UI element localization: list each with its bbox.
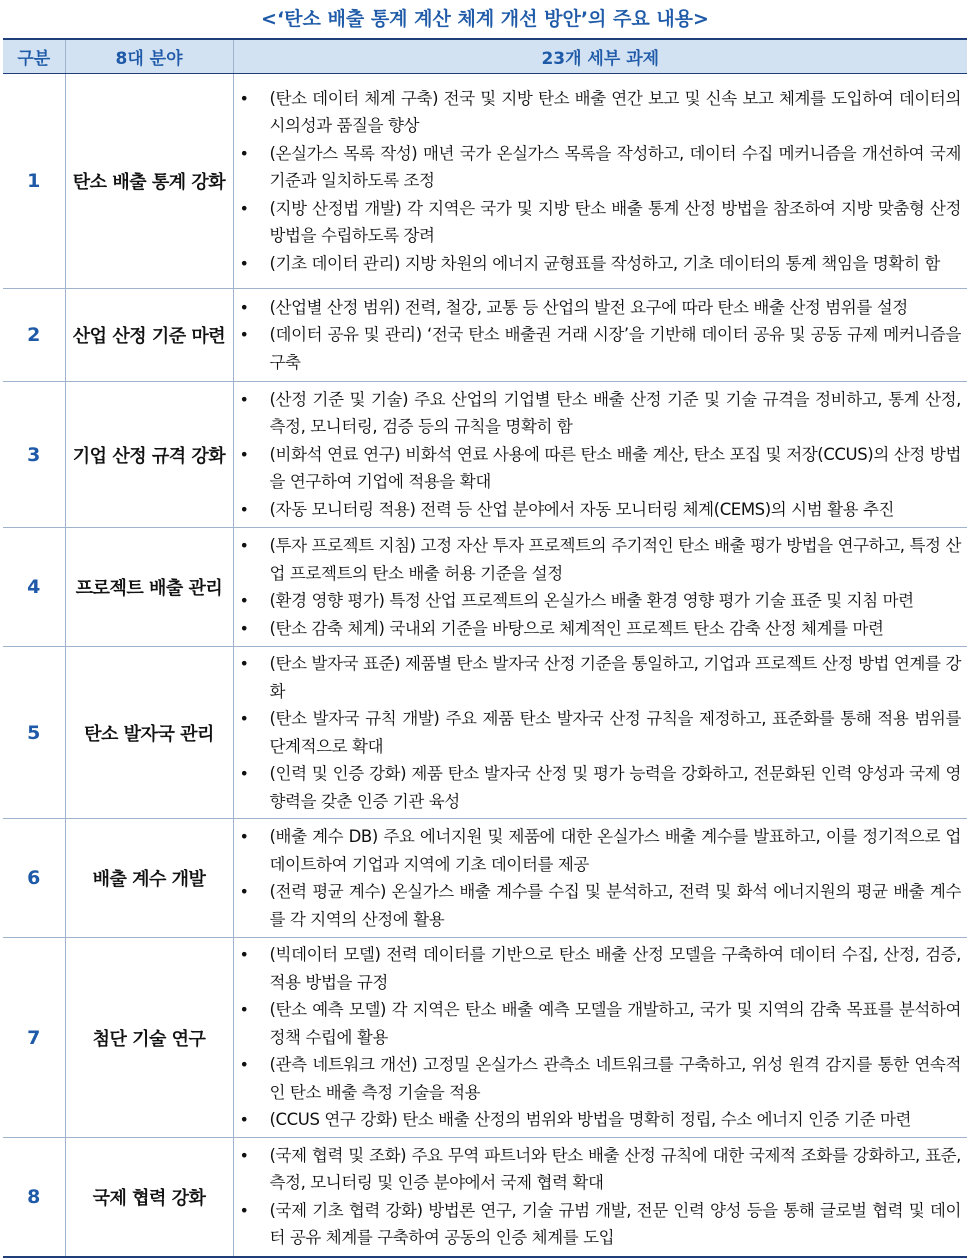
row-tasks bbox=[233, 647, 967, 819]
task-list bbox=[234, 82, 968, 281]
task-item: • (배출 계수 DB) 주요 에너지원 및 제품에 대한 온실가스 배출 계수를 발표하고, 이를 정기적으로 업데이트하여 기업과 지역에 기초 데이터를 제공 bbox=[270, 823, 962, 878]
table-row bbox=[3, 647, 967, 819]
row-area: 탄소 배출 통계 강화 bbox=[65, 74, 233, 289]
row-number: 7 bbox=[3, 938, 65, 1138]
table-row bbox=[3, 289, 967, 382]
task-item: • (관측 네트워크 개선) 고정밀 온실가스 관측소 네트워크를 구축하고, 위성 원격 감지를 통한 연속적인 탄소 배출 측정 기술을 적용 bbox=[270, 1051, 962, 1106]
header-tasks: 23개 세부 과제 bbox=[233, 39, 967, 74]
row-area: 배출 계수 개발 bbox=[65, 819, 233, 938]
task-list bbox=[234, 383, 968, 527]
task-item: • (탄소 예측 모델) 각 지역은 탄소 배출 예측 모델을 개발하고, 국가 및 지역의 감축 목표를 분석하여 정책 수립에 활용 bbox=[270, 996, 962, 1051]
row-area: 프로젝트 배출 관리 bbox=[65, 528, 233, 647]
task-item: • (CCUS 연구 강화) 탄소 배출 산정의 범위와 방법을 명확히 정립, 수소 에너지 인증 기준 마련 bbox=[270, 1106, 962, 1134]
task-list bbox=[234, 938, 968, 1137]
task-item: • (기초 데이터 관리) 지방 차원의 에너지 균형표를 작성하고, 기초 데이터의 통계 책임을 명확히 함 bbox=[270, 250, 962, 278]
row-tasks bbox=[233, 528, 967, 647]
task-list bbox=[234, 529, 968, 645]
row-number: 5 bbox=[3, 647, 65, 819]
row-tasks bbox=[233, 938, 967, 1138]
task-item: • (국제 기초 협력 강화) 방법론 연구, 기술 규범 개발, 전문 인력 양성 등을 통해 글로벌 협력 및 데이터 공유 체계를 구축하여 공동의 인증 체계를 도입 bbox=[270, 1197, 962, 1252]
row-area: 국제 협력 강화 bbox=[65, 1138, 233, 1257]
task-list bbox=[234, 291, 968, 380]
task-item: • (지방 산정법 개발) 각 지역은 국가 및 지방 탄소 배출 통계 산정 방법을 참조하여 지방 맞춤형 산정 방법을 수립하도록 장려 bbox=[270, 195, 962, 250]
task-item: • (환경 영향 평가) 특정 산업 프로젝트의 온실가스 배출 환경 영향 평가 기술 표준 및 지침 마련 bbox=[270, 587, 962, 615]
task-item: • (인력 및 인증 강화) 제품 탄소 발자국 산정 및 평가 능력을 강화하고, 전문화된 인력 양성과 국제 영향력을 갖춘 인증 기관 육성 bbox=[270, 760, 962, 815]
task-item: • (데이터 공유 및 관리) ‘전국 탄소 배출권 거래 시장’을 기반해 데이터 공유 및 공동 규제 메커니즘을 구축 bbox=[270, 321, 962, 376]
row-tasks bbox=[233, 74, 967, 289]
row-number: 2 bbox=[3, 289, 65, 382]
task-item: • (국제 협력 및 조화) 주요 무역 파트너와 탄소 배출 산정 규칙에 대한 국제적 조화를 강화하고, 표준, 측정, 모니터링 및 인증 분야에서 국제 협력 확대 bbox=[270, 1142, 962, 1197]
row-number: 3 bbox=[3, 382, 65, 528]
table-row bbox=[3, 382, 967, 528]
task-item: • (투자 프로젝트 지침) 고정 자산 투자 프로젝트의 주기적인 탄소 배출 평가 방법을 연구하고, 특정 산업 프로젝트의 탄소 배출 허용 기준을 설정 bbox=[270, 532, 962, 587]
table-row bbox=[3, 528, 967, 647]
task-item: • (빅데이터 모델) 전력 데이터를 기반으로 탄소 배출 산정 모델을 구축하여 데이터 수집, 산정, 검증, 적용 방법을 규정 bbox=[270, 941, 962, 996]
table-title: <‘탄소 배출 통계 계산 체계 개선 방안’의 주요 내용> bbox=[261, 8, 709, 30]
table-row bbox=[3, 1138, 967, 1257]
row-tasks bbox=[233, 1138, 967, 1257]
header-area: 8대 분야 bbox=[65, 39, 233, 74]
row-area: 기업 산정 규격 강화 bbox=[65, 382, 233, 528]
task-item: • (비화석 연료 연구) 비화석 연료 사용에 따른 탄소 배출 계산, 탄소 포집 및 저장(CCUS)의 산정 방법을 연구하여 기업에 적용을 확대 bbox=[270, 441, 962, 496]
task-list bbox=[234, 1139, 968, 1255]
row-number: 6 bbox=[3, 819, 65, 938]
task-item: • (탄소 데이터 체계 구축) 전국 및 지방 탄소 배출 연간 보고 및 신속 보고 체계를 도입하여 데이터의 시의성과 품질을 향상 bbox=[270, 85, 962, 140]
row-area: 산업 산정 기준 마련 bbox=[65, 289, 233, 382]
header-category: 구분 bbox=[3, 39, 65, 74]
row-tasks bbox=[233, 382, 967, 528]
task-item: • (산정 기준 및 기술) 주요 산업의 기업별 탄소 배출 산정 기준 및 기술 규격을 정비하고, 통계 산정, 측정, 모니터링, 검증 등의 규칙을 명확히 함 bbox=[270, 386, 962, 441]
row-number: 1 bbox=[3, 74, 65, 289]
row-tasks bbox=[233, 289, 967, 382]
table-header-row bbox=[3, 39, 967, 74]
row-area: 탄소 발자국 관리 bbox=[65, 647, 233, 819]
task-item: • (탄소 발자국 규칙 개발) 주요 제품 탄소 발자국 산정 규칙을 제정하고, 표준화를 통해 적용 범위를 단계적으로 확대 bbox=[270, 705, 962, 760]
task-item: • (온실가스 목록 작성) 매년 국가 온실가스 목록을 작성하고, 데이터 수집 메커니즘을 개선하여 국제 기준과 일치하도록 조정 bbox=[270, 140, 962, 195]
row-area: 첨단 기술 연구 bbox=[65, 938, 233, 1138]
table-row bbox=[3, 74, 967, 289]
table-row bbox=[3, 938, 967, 1138]
task-list bbox=[234, 647, 968, 818]
policy-table bbox=[3, 38, 967, 1258]
table-row bbox=[3, 819, 967, 938]
row-number: 4 bbox=[3, 528, 65, 647]
row-tasks bbox=[233, 819, 967, 938]
task-item: • (전력 평균 계수) 온실가스 배출 계수를 수집 및 분석하고, 전력 및 화석 에너지원의 평균 배출 계수를 각 지역의 산정에 활용 bbox=[270, 878, 962, 933]
task-item: • (탄소 발자국 표준) 제품별 탄소 발자국 산정 기준을 통일하고, 기업과 프로젝트 산정 방법 연계를 강화 bbox=[270, 650, 962, 705]
task-item: • (자동 모니터링 적용) 전력 등 산업 분야에서 자동 모니터링 체계(CEMS)의 시범 활용 추진 bbox=[270, 496, 962, 524]
task-item: • (탄소 감축 체계) 국내외 기준을 바탕으로 체계적인 프로젝트 탄소 감축 산정 체계를 마련 bbox=[270, 615, 962, 643]
task-item: • (산업별 산정 범위) 전력, 철강, 교통 등 산업의 발전 요구에 따라 탄소 배출 산정 범위를 설정 bbox=[270, 294, 962, 322]
row-number: 8 bbox=[3, 1138, 65, 1257]
task-list bbox=[234, 820, 968, 936]
